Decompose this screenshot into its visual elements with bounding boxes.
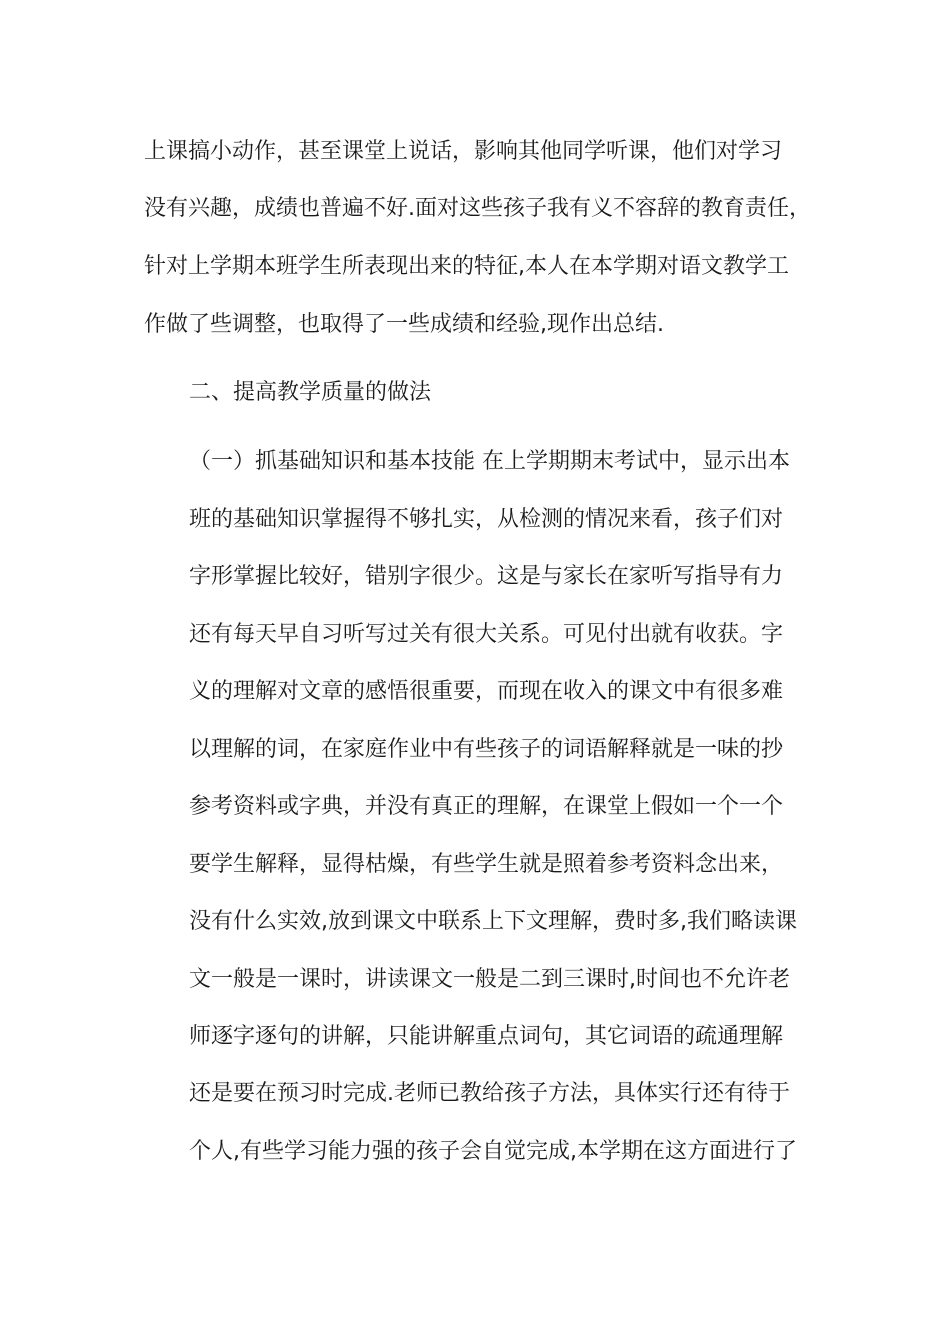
subsection-line: 字形掌握比较好，错别字很少。这是与家长在家听写指导有力 xyxy=(189,564,784,589)
subsection-line: 还有每天早自习听写过关有很大关系。可见付出就有收获。字 xyxy=(189,622,784,647)
subsection-line: 个人,有些学习能力强的孩子会自觉完成,本学期在这方面进行了 xyxy=(189,1139,797,1164)
subsection-line: 参考资料或字典，并没有真正的理解，在课堂上假如一个一个 xyxy=(189,794,784,819)
subsection-line: 班的基础知识掌握得不够扎实，从检测的情况来看，孩子们对 xyxy=(189,507,784,532)
intro-line: 没有兴趣，成绩也普遍不好.面对这些孩子我有义不容辞的教育责任， xyxy=(144,196,811,221)
intro-line: 作做了些调整，也取得了一些成绩和经验,现作出总结. xyxy=(144,312,664,337)
intro-line: 针对上学期本班学生所表现出来的特征,本人在本学期对语文教学工 xyxy=(144,254,789,279)
subsection-line: （一）抓基础知识和基本技能 在上学期期末考试中，显示出本 xyxy=(189,449,790,474)
subsection-line: 师逐字逐句的讲解，只能讲解重点词句，其它词语的疏通理解 xyxy=(189,1024,784,1049)
subsection-line: 还是要在预习时完成.老师已教给孩子方法，具体实行还有待于 xyxy=(189,1081,790,1106)
subsection-line: 文一般是一课时，讲读课文一般是二到三课时,时间也不允许老 xyxy=(189,967,790,992)
intro-line: 上课搞小动作，甚至课堂上说话，影响其他同学听课，他们对学习 xyxy=(144,139,783,164)
subsection-line: 没有什么实效,放到课文中联系上下文理解，费时多,我们略读课 xyxy=(189,909,797,934)
subsection-line: 要学生解释，显得枯燥，有些学生就是照着参考资料念出来， xyxy=(189,852,784,877)
subsection-line: 以理解的词，在家庭作业中有些孩子的词语解释就是一味的抄 xyxy=(189,737,784,762)
section-heading: 二、提高教学质量的做法 xyxy=(189,380,432,405)
subsection-line: 义的理解对文章的感悟很重要，而现在收入的课文中有很多难 xyxy=(189,679,784,704)
